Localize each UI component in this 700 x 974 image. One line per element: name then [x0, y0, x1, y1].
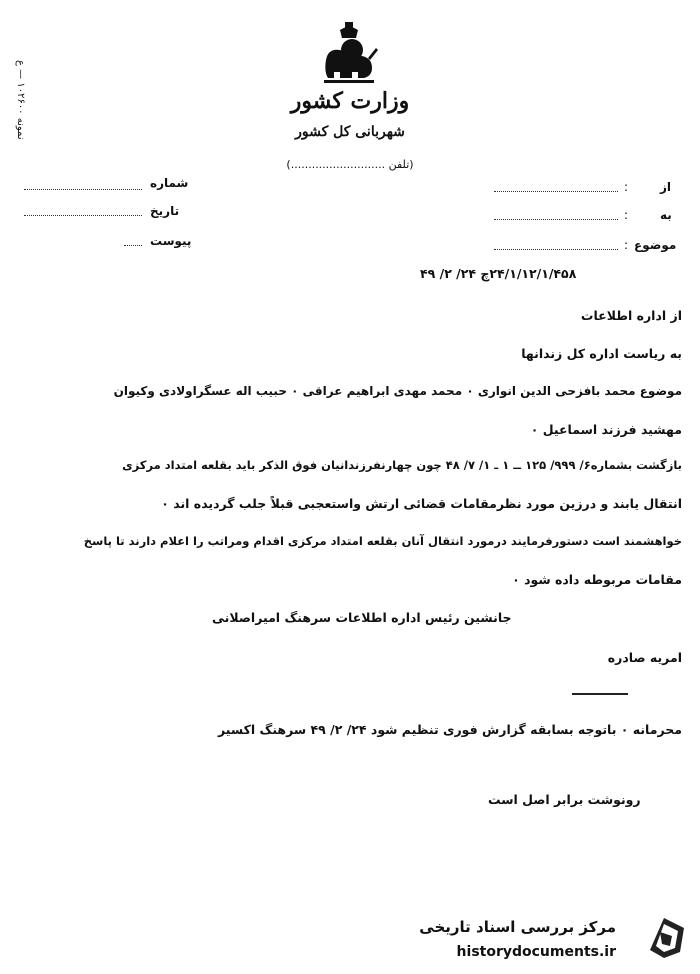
paragraph-line-3: خواهشمند است دستورفرمایند درمورد انتقال آنان بقلعه امتداد مرکزی اقدام ومراتب را اعلام دارند تا پاسخ: [83, 534, 682, 548]
separator-line: [572, 693, 628, 695]
date-label: تاریخ: [150, 204, 180, 218]
paragraph-line-4: مقامات مربوطه داده شود ۰: [512, 572, 682, 587]
to-line: به ریاست اداره کل زندانها: [521, 346, 682, 361]
department-title: شهربانی کل کشور: [295, 124, 405, 140]
from-label: از: [660, 180, 672, 194]
lion-and-sun-emblem-icon: [318, 20, 380, 86]
subject-label: موضوع: [634, 238, 677, 252]
to-colon: :: [624, 208, 629, 222]
to-label: به: [660, 208, 672, 222]
signature-line: جانشین رئیس اداره اطلاعات سرهنگ امیراصلانی: [212, 610, 512, 625]
attachment-label: پیوست: [150, 234, 192, 248]
watermark-url: historydocuments.ir: [456, 944, 616, 960]
to-dots: [494, 218, 618, 220]
attachment-dots: [124, 244, 142, 246]
side-form-number: نمونه ۱۰۲۶۰۰ — ع: [15, 60, 26, 140]
history-documents-logo-icon: [640, 914, 688, 962]
subject-line-2: مهشید فرزند اسماعیل ۰: [530, 422, 682, 437]
date-dots: [24, 214, 142, 216]
from-dots: [494, 190, 618, 192]
number-dots: [24, 188, 142, 190]
subject-dots: [494, 248, 618, 250]
number-label: شماره: [150, 176, 189, 190]
subject-line-1: موضوع محمد بافزحی الدین انواری ۰ محمد مهدی ابراهیم عراقی ۰ حبیب اله عسگراولادی وکیوان: [113, 384, 682, 398]
from-colon: :: [624, 180, 629, 194]
ministry-title: وزارت کشور: [290, 88, 410, 114]
order-line: امریه صادره: [607, 650, 682, 665]
copy-certification: رونوشت برابر اصل است: [488, 792, 641, 807]
paragraph-line-1: بازگشت بشماره۶/ ۹۹۹/ ۱۲۵ ــ ۱ ـ ۱/ ۷/ ۴۸ چون چهارنفرزندانیان فوق الذکر باید بقلعه امتداد مرکزی: [122, 458, 682, 472]
confidential-note: محرمانه ۰ باتوجه بسابقه گزارش فوری تنظیم شود ۲۴/ ۲/ ۴۹ سرهنگ اکسیر: [218, 722, 682, 737]
from-line: از اداره اطلاعات: [580, 308, 682, 323]
reference-number: ۲۴/۱/۱۲/۱/۴۵۸چ ۲۴/ ۲/ ۴۹: [420, 266, 577, 281]
subject-colon: :: [624, 238, 629, 252]
watermark-title: مرکز بررسی اسناد تاریخی: [419, 918, 616, 936]
phone-line: (تلفن ...........................): [286, 158, 414, 171]
paragraph-line-2: انتقال یابند و درزین مورد نظرمقامات قضائی ارتش واستعجبی قبلاً جلب گردیده اند ۰: [161, 496, 682, 511]
